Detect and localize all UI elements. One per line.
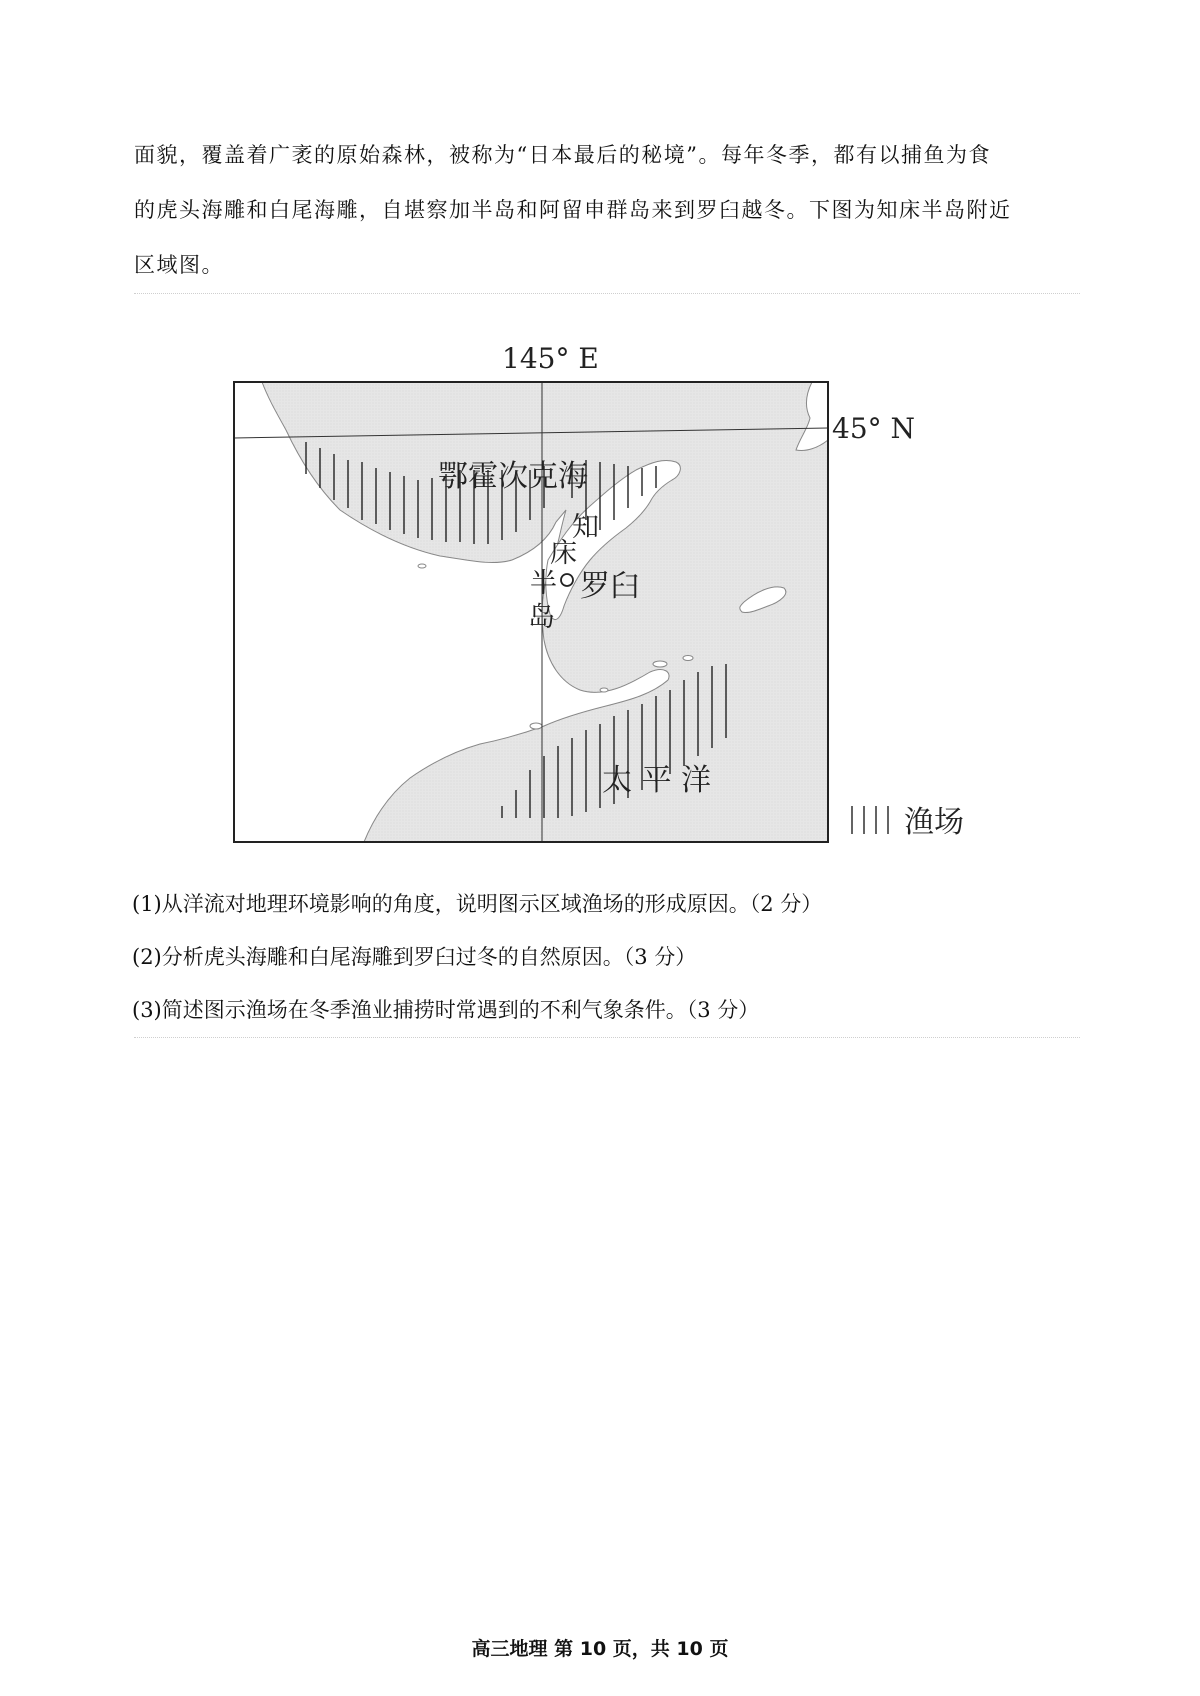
legend-hatch-icon <box>852 806 888 834</box>
intro-line: 的虎头海雕和白尾海雕，自堪察加半岛和阿留申群岛来到罗臼越冬。下图为知床半岛附近 <box>134 198 1012 222</box>
longitude-label: 145° E <box>502 342 599 375</box>
peninsula-char-3: 半 <box>530 568 557 599</box>
page-footer: 高三地理 第 10 页，共 10 页 <box>471 1638 729 1660</box>
rausu-marker <box>561 574 573 586</box>
questions <box>132 878 822 1037</box>
separator-bottom <box>134 1037 1080 1038</box>
legend-fishing-ground <box>852 805 964 840</box>
intro-line: 面貌，覆盖着广袤的原始森林，被称为“日本最后的秘境”。每年冬季，都有以捕鱼为食 <box>134 143 991 167</box>
peninsula-char-4: 岛 <box>528 602 555 633</box>
question-2: (2)分析虎头海雕和白尾海雕到罗臼过冬的自然原因。（3 分） <box>132 945 697 969</box>
town-label: 罗臼 <box>580 569 640 604</box>
peninsula-char-2: 床 <box>550 538 577 569</box>
peninsula-char-1: 知 <box>572 512 599 543</box>
legend-label: 渔场 <box>904 805 964 840</box>
question-1: (1)从洋流对地理环境影响的角度，说明图示区域渔场的形成原因。（2 分） <box>132 892 823 916</box>
question-3: (3)简述图示渔场在冬季渔业捕捞时常遇到的不利气象条件。（3 分） <box>132 998 760 1022</box>
intro-line: 区域图。 <box>134 253 224 277</box>
sea-label: 鄂霍次克海 <box>438 459 588 494</box>
latitude-label: 45° N <box>832 412 916 445</box>
ocean-label: 太 平 洋 <box>602 763 712 798</box>
